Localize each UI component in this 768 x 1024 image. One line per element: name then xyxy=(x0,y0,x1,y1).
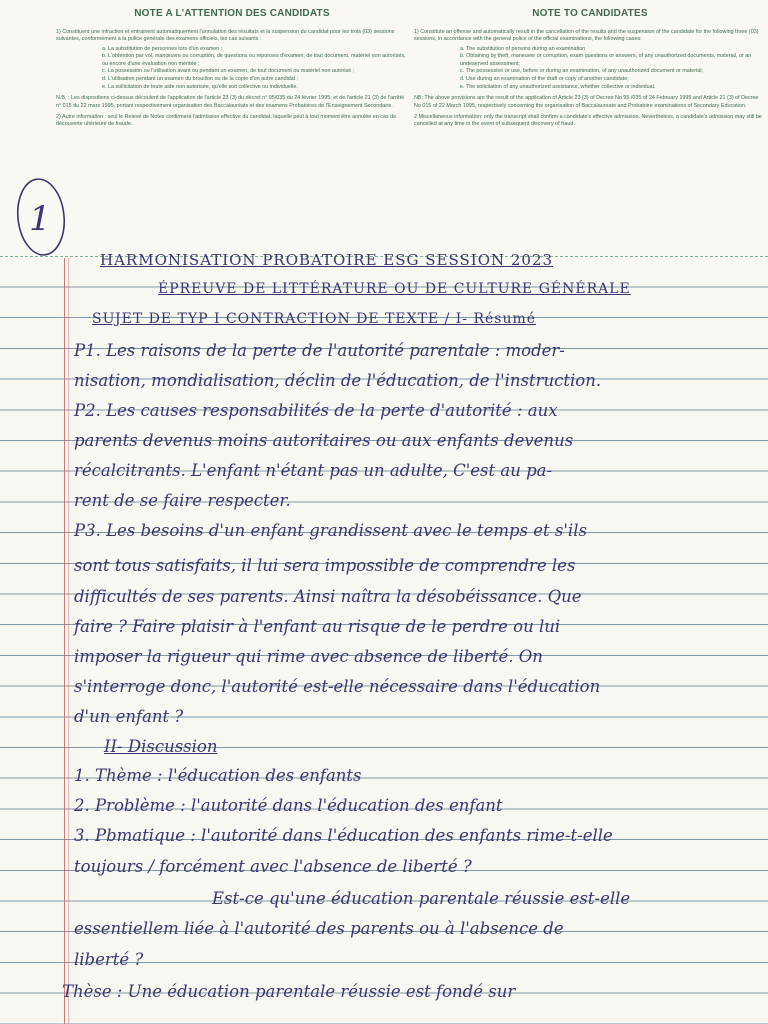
answer-line: toujours / forcément avec l'absence de liberté ? xyxy=(74,857,472,876)
answer-line: P3. Les besoins d'un enfant grandissent avec le temps et s'ils xyxy=(74,521,587,540)
notice-english xyxy=(414,8,766,129)
margin-rule-inner xyxy=(68,258,69,1024)
circle-mark-icon xyxy=(14,172,66,258)
answer-line: Thèse : Une éducation parentale réussie est fondé sur xyxy=(62,982,516,1001)
answer-line: difficultés de ses parents. Ainsi naîtra la désobéissance. Que xyxy=(74,587,582,606)
notice-english-title: NOTE TO CANDIDATES xyxy=(532,8,648,19)
heading-session: HARMONISATION PROBATOIRE ESG SESSION 2023 xyxy=(100,251,554,269)
notice-french-item1: 1) Constituent une infraction et entrainent automatiquement l'annulation des résultats et la suspension du candidat pour les trois (03) sessions suivantes, conformément à la police générale des examens officiels, les cas suivants : xyxy=(56,29,395,43)
notice-french-list-item: d. L'utilisation pendant un examen du brouillon ou de la copie d'un autre candidat ; xyxy=(102,76,299,83)
notice-english-list-item: c. The possession or use, before or during an examination, of any unauthorized document or material; xyxy=(460,68,703,75)
notice-french xyxy=(56,8,408,129)
answer-line: 2. Problème : l'autorité dans l'éducation des enfant xyxy=(74,796,503,815)
answer-line: récalcitrants. L'enfant n'étant pas un adulte, C'est au pa- xyxy=(74,461,553,480)
discussion-heading: II- Discussion xyxy=(104,737,218,756)
notice-english-list-item: d. Use during an examination of the draft or copy of another candidate; xyxy=(460,76,629,83)
answer-line: liberté ? xyxy=(74,950,144,969)
page-number: 1 xyxy=(29,199,51,239)
answer-line: 3. Pbmatique : l'autorité dans l'éducation des enfants rime-t-elle xyxy=(74,826,613,845)
answer-line: 1. Thème : l'éducation des enfants xyxy=(74,766,362,785)
page-number-circle xyxy=(14,172,66,258)
notice-french-list-item: a. La substitution de personnes lors d'un examen ; xyxy=(102,45,223,52)
answer-line: d'un enfant ? xyxy=(74,707,184,726)
notice-english-list-item: e. The solicitation of any unauthorized assistance, whether collective or individual. xyxy=(460,84,656,91)
notice-french-list xyxy=(56,46,408,92)
answer-line: essentiellem liée à l'autorité des parents ou à l'absence de xyxy=(74,919,564,938)
answer-line: faire ? Faire plaisir à l'enfant au risque de le perdre ou lui xyxy=(74,617,561,636)
margin-rule xyxy=(64,258,65,1024)
notice-english-item2: 2 Miscellaneous information: only the transcript shall confirm a candidate's effective admission. Nevertheless, a candidate's admission may still be cancelled at any time in the event of subsequent discovery of fraud. xyxy=(414,113,762,128)
answer-line: imposer la rigueur qui rime avec absence de liberté. On xyxy=(74,647,543,666)
heading-epreuve: ÉPREUVE DE LITTÉRATURE OU DE CULTURE GÉNÉRALE xyxy=(158,281,631,297)
answer-line: sont tous satisfaits, il lui sera impossible de comprendre les xyxy=(74,556,576,575)
answer-line: P2. Les causes responsabilités de la perte d'autorité : aux xyxy=(74,401,558,420)
notice-french-list-item: b. L'obtention par vol, manœuvre ou corruption, de questions ou réponses d'examen, de tout document, matériel non autorisés, ou encore d'une évaluation non méritée ; xyxy=(102,53,406,67)
notice-english-list xyxy=(414,46,766,92)
notice-english-list-item: a. The substitution of persons during an examination xyxy=(460,45,586,52)
answer-line: parents devenus moins autoritaires ou aux enfants devenus xyxy=(74,431,574,450)
answer-line: s'interroge donc, l'autorité est-elle nécessaire dans l'éducation xyxy=(74,677,601,696)
heading-sujet: SUJET DE TYP I CONTRACTION DE TEXTE / I- Résumé xyxy=(92,311,537,327)
notice-french-list-item: e. La sollicitation de toute aide non autorisée, qu'elle soit collective ou individuelle. xyxy=(102,84,298,91)
answer-line: rent de se faire respecter. xyxy=(74,491,291,510)
notice-french-list-item: c. La possession ou l'utilisation avant ou pendant un examen, de tout document ou matériel non autorisé ; xyxy=(102,68,355,75)
answer-line: P1. Les raisons de la perte de l'autorité parentale : moder- xyxy=(74,341,565,360)
notice-french-item2: 2) Autre information : seul le Relevé de Notes confirmera l'admission effective du candidat, laquelle peut à tout moment être annulée en cas de découverte ultérieure de fraude. xyxy=(56,113,397,128)
notice-english-nb: NB: The above provisions are the result of the application of Article 23 (3) of Decree No 95 /035 of 24 February 1995 and Article 21 (3) of Decree No 015 of 22 March 1995, respectively concerning the organisation of Baccalaureate and Probatoire examinations of Secondary Education. xyxy=(414,95,759,109)
notice-french-nb: N.B. : Les dispositions ci-dessus découlent de l'application de l'article 23 (3) du décret n° 95/035 du 24 février 1995, et de l'article 21 (3) de l'arrêté n° 015 du 22 mars 1995, portant respectivement organisation des Baccalauréats et des examens Probatoires de l'Enseignement Secondaire. xyxy=(56,95,405,109)
notice-english-item1: 1) Constitute an offense and automatically result in the cancellation of the results and the suspension of the candidate for the following three (03) sessions, in accordance with the general police of the official examinations, the following cases: xyxy=(414,29,759,43)
answer-line: nisation, mondialisation, déclin de l'éducation, de l'instruction. xyxy=(74,371,602,390)
candidate-notice-header xyxy=(0,0,768,258)
notice-english-list-item: b. Obtaining by theft, maneuver or corruption, exam questions or answers, of any unauthorized documents, material, or an undeserved assessment; xyxy=(460,53,752,67)
answer-line: Est-ce qu'une éducation parentale réussie est-elle xyxy=(212,889,631,908)
notice-french-title: NOTE A L'ATTENTION DES CANDIDATS xyxy=(134,8,330,19)
